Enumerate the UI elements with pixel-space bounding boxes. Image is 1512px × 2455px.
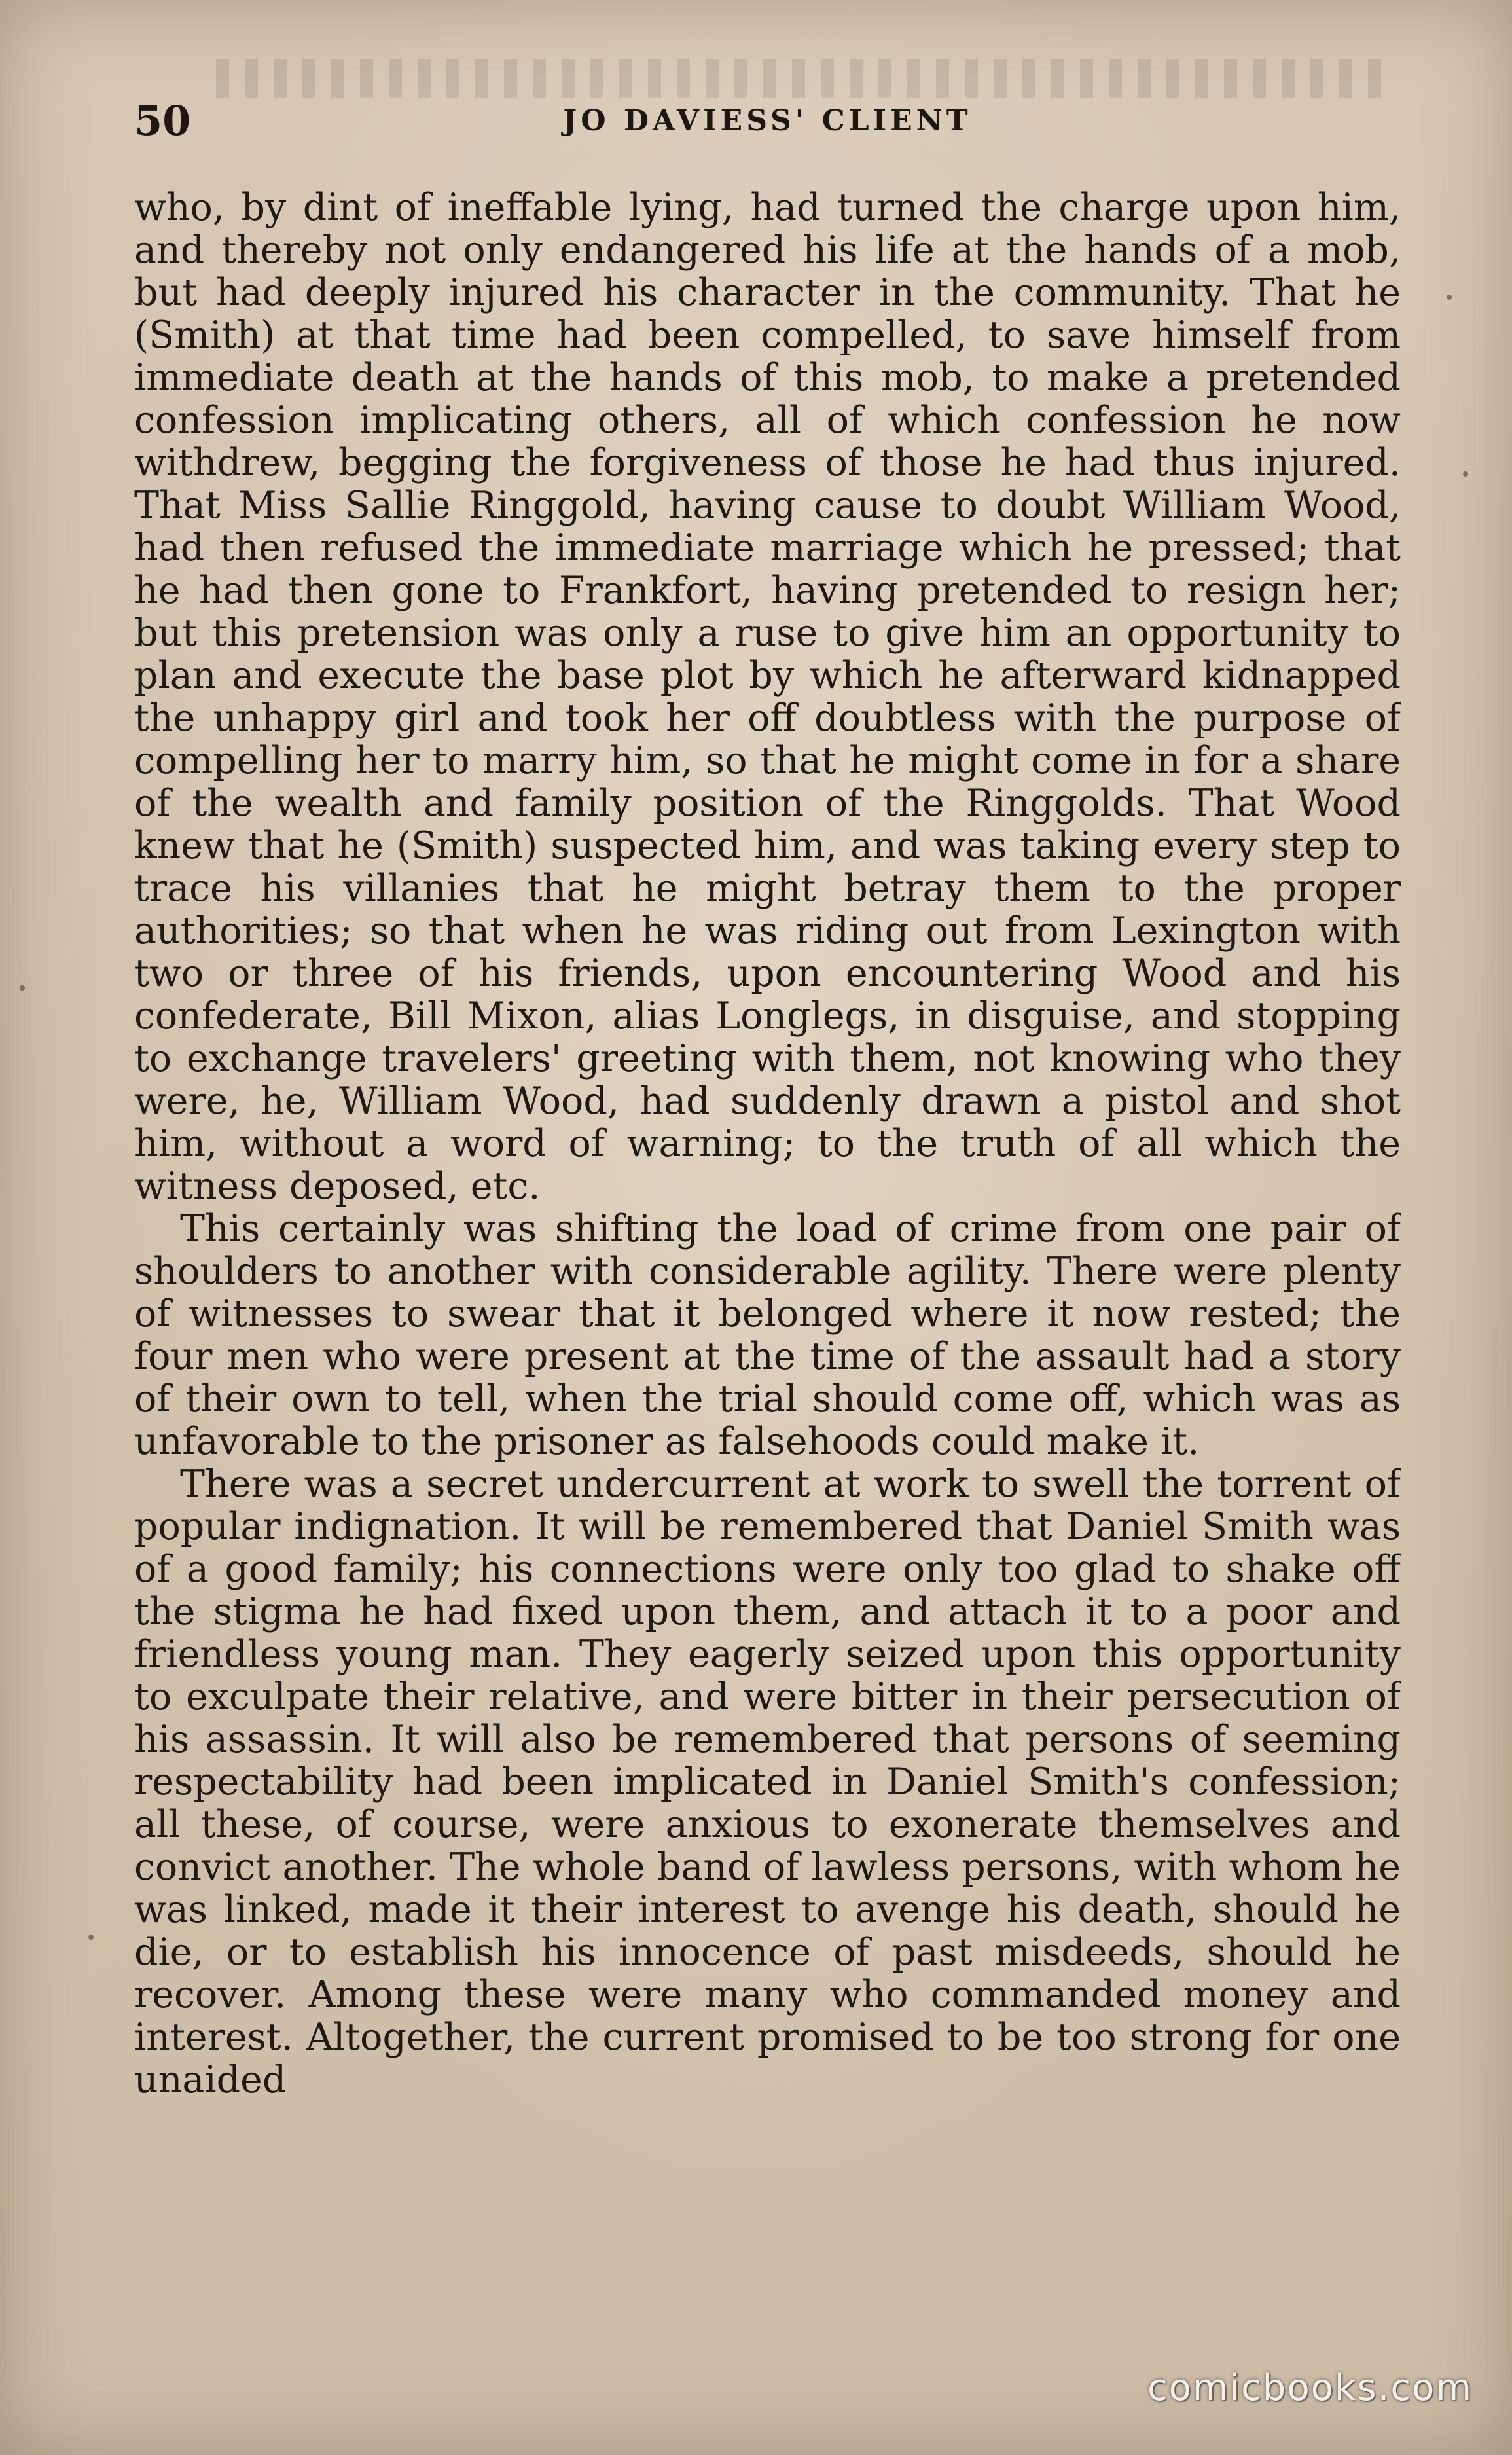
print-speck [20, 985, 25, 991]
paragraph-3: There was a secret undercurrent at work to swell the torrent of popular indignation. It will be remembered that Daniel Smith was of a good family; his connections were only too glad to shake off the stigma he had fixed upon them, and attach it to a poor and friendless young man. They eagerly seized upon this opportunity to exculpate their relative, and were bitter in their persecution of his assassin. It will also be remembered that persons of seeming respectability had been implicated in Daniel Smith's confession; all these, of course, were anxious to exonerate themselves and convict another. The whole band of lawless persons, with whom he was linked, made it their interest to avenge his death, should he die, or to establish his innocence of past misdeeds, should he recover. Among these were many who commanded money and interest. Altogether, the current promised to be too strong for one unaided [134, 1463, 1401, 2101]
print-speck [1463, 471, 1468, 477]
print-speck [1447, 295, 1452, 300]
site-watermark: comicbooks.com [1147, 2367, 1473, 2409]
paragraph-2: This certainly was shifting the load of crime from one pair of shoulders to another with considerable agility. There were plenty of witnesses to swear that it belonged where it now rested; the four men who were present at the time of the assault had a story of their own to tell, when the trial should come off, which was as unfavorable to the prisoner as falsehoods could make it. [134, 1207, 1401, 1463]
print-speck [88, 1935, 94, 1940]
running-head: JO DAVIESS' CLIENT [563, 104, 972, 137]
body-text [134, 187, 1401, 2223]
page-header [134, 92, 1401, 151]
paragraph-1: who, by dint of ineffable lying, had turned the charge upon him, and thereby not only endangered his life at the hands of a mob, but had deeply injured his character in the community. That he (Smith) at that time had been compelled, to save himself from immediate death at the hands of this mob, to make a pretended confession implicating others, all of which confession he now withdrew, begging the forgiveness of those he had thus injured. That Miss Sallie Ringgold, having cause to doubt William Wood, had then refused the immediate marriage which he pressed; that he had then gone to Frankfort, having pretended to resign her; but this pretension was only a ruse to give him an opportunity to plan and execute the base plot by which he afterward kidnapped the unhappy girl and took her off doubtless with the purpose of compelling her to marry him, so that he might come in for a share of the wealth and family position of the Ringgolds. That Wood knew that he (Smith) suspected him, and was taking every step to trace his villanies that he might betray them to the proper authorities; so that when he was riding out from Lexington with two or three of his friends, upon encountering Wood and his confederate, Bill Mixon, alias Longlegs, in disguise, and stopping to exchange travelers' greeting with them, not knowing who they were, he, William Wood, had suddenly drawn a pistol and shot him, without a word of warning; to the truth of all which the witness deposed, etc. [134, 187, 1401, 1208]
page-number: 50 [134, 97, 191, 145]
